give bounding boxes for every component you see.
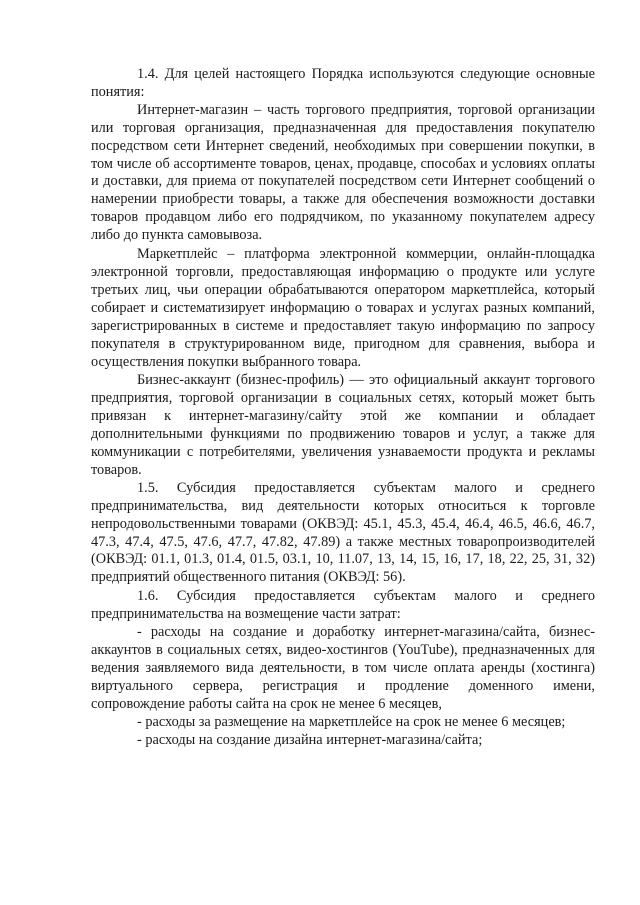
list-item-website-expenses: - расходы на создание и доработку интернет-магазина/сайта, бизнес-аккаунтов в социальных сетях, видео-хостингов (YouTube), предназначенных для ведения заявляемого вида деятельности, в том числе оплата аренды (хостинга) виртуального сервера, регистрация и продление доменного имени, сопровождение работы сайта на срок не менее 6 месяцев,: [91, 624, 595, 712]
list-item-marketplace-expenses: - расходы за размещение на маркетплейсе на срок не менее 6 месяцев;: [137, 713, 566, 730]
paragraph-1-6-subsidy-purpose: 1.6. Субсидия предоставляется субъектам малого и среднего предпринимательства на возмещение части затрат:: [91, 588, 595, 623]
list-item-design-expenses: - расходы на создание дизайна интернет-магазина/сайта;: [137, 731, 483, 748]
paragraph-1-5-subsidy-recipients: 1.5. Субсидия предоставляется субъектам малого и среднего предпринимательства, вид деятельности которых относиться к торговле непродовольственными товарами (ОКВЭД: 45.1, 45.3, 45.4, 46.4, 46.5, 46.6, 46.7, 47.3, 47.4, 47.5, 47.6, 47.7, 47.82, 47.89) а также местных товаропроизводителей (ОКВЭД: 01.1, 01.3, 01.4, 01.5, 03.1, 10, 11.07, 13, 14, 15, 16, 17, 18, 22, 25, 31, 32) предприятий общественного питания (ОКВЭД: 56).: [91, 479, 595, 586]
paragraph-definition-internet-shop: Интернет-магазин – часть торгового предприятия, торговой организации или торговая организация, предназначенная для предоставления покупателю посредством сети Интернет сведений, необходимых при совершении покупки, в том числе об ассортименте товаров, ценах, продавце, способах и условиях оплаты и доставки, для приема от покупателей посредством сети Интернет сообщений о намерении приобрести товары, а также для обеспечения возможности доставки товаров продавцом либо его подрядчиком, по указанному покупателем адресу либо до пункта самовывоза.: [91, 101, 595, 244]
paragraph-definition-business-account: Бизнес-аккаунт (бизнес-профиль) — это официальный аккаунт торгового предприятия, торговой организации в социальных сетях, который может быть привязан к интернет-магазину/сайту этой же компании и обладает дополнительными функциями по продвижению товаров и услуг, а также для коммуникации с потребителями, увеличения узнаваемости продукта и рекламы товаров.: [91, 372, 595, 478]
paragraph-definition-marketplace: Маркетплейс – платформа электронной коммерции, онлайн-площадка электронной торговли, предоставляющая информацию о продукте или услуге третьих лиц, чьи операции обрабатываются оператором маркетплейса, который собирает и систематизирует информацию о товарах и услугах разных компаний, зарегистрированных в системе и предоставляет такую информацию по запросу покупателя в структурированном виде, пригодном для сравнения, выбора и осуществления покупки выбранного товара.: [91, 246, 595, 370]
paragraph-1-4-definitions-intro: 1.4. Для целей настоящего Порядка используются следующие основные понятия:: [91, 66, 595, 100]
